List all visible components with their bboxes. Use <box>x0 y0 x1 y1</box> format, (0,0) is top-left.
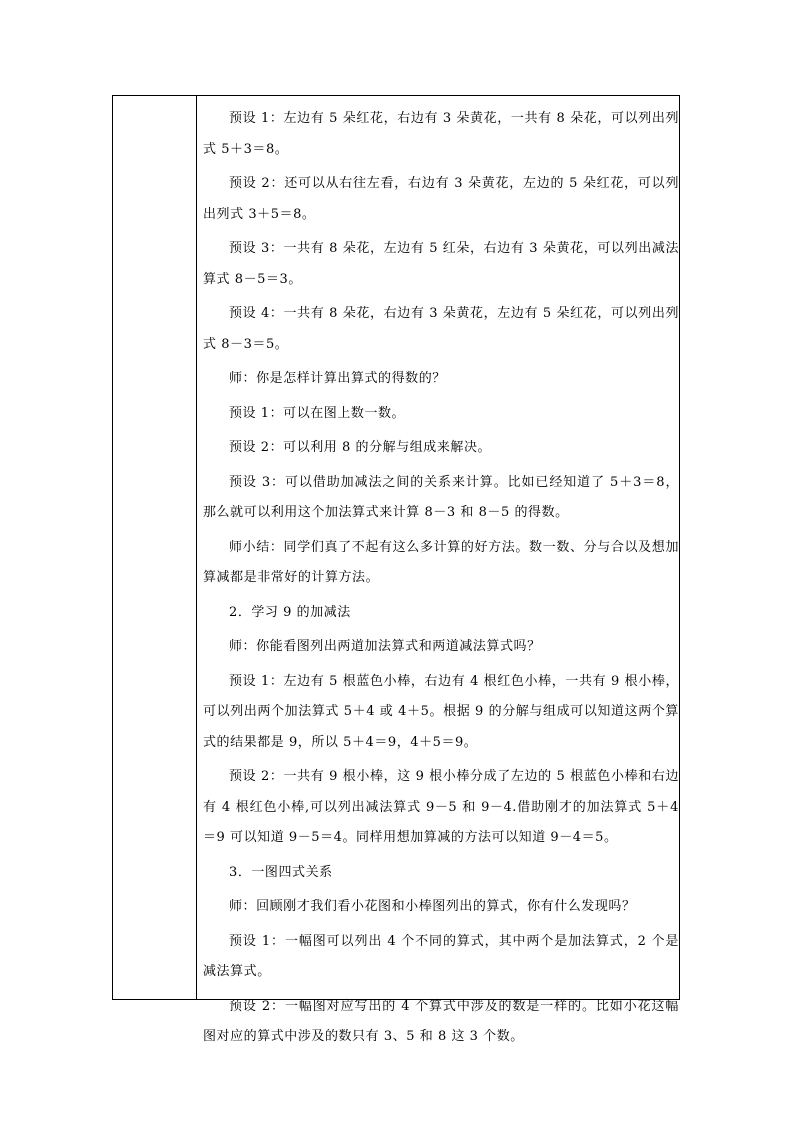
paragraph: 预设 1：可以在图上数一数。 <box>229 405 406 421</box>
paragraph: 预设 3：一共有 8 朵花，左边有 5 红朵，右边有 3 朵黄花，可以列出减法算式 8－5＝3。 <box>203 241 679 287</box>
lesson-table <box>112 95 680 1044</box>
paragraph: 预设 1：左边有 5 朵红花，右边有 3 朵黄花，一共有 8 朵花，可以列出列式 5＋3＝8。 <box>203 111 679 157</box>
column-divider <box>196 96 197 999</box>
paragraph: 师：回顾刚才我们看小花图和小棒图列出的算式，你有什么发现吗？ <box>229 899 636 914</box>
paragraph: 预设 4：一共有 8 朵花，右边有 3 朵黄花，左边有 5 朵红花，可以列出列式 8－3＝5。 <box>203 306 679 352</box>
paragraph: 预设 2：一共有 9 根小棒，这 9 根小棒分成了左边的 5 根蓝色小棒和右边有 4 根红色小棒,可以列出减法算式 9－5 和 9－4.借助刚才的加法算式 5＋4＝9 可以知道 9－5＝4。同样用想加算减的方法可以知道 9－4＝5。 <box>203 769 679 845</box>
paragraph: 师小结：同学们真了不起有这么多计算的好方法。数一数、分与合以及想加算减都是非常好的计算方法。 <box>203 539 679 585</box>
section-heading: 2．学习 9 的加减法 <box>229 604 351 620</box>
paragraph: 预设 1：左边有 5 根蓝色小棒，右边有 4 根红色小棒，一共有 9 根小棒，可以列出两个加法算式 5＋4 或 4＋5。根据 9 的分解与组成可以知道这两个算式的结果都是 9，所以 5＋4＝9，4＋5＝9。 <box>203 673 679 750</box>
paragraph: 师：你能看图列出两道加法算式和两道减法算式吗？ <box>229 639 541 654</box>
paragraph: 师：你是怎样计算出算式的得数的？ <box>229 371 446 386</box>
paragraph: 预设 1：一幅图可以列出 4 个不同的算式，其中两个是加法算式，2 个是减法算式。 <box>203 933 679 979</box>
table-content-cell <box>203 104 679 1057</box>
paragraph: 预设 2：还可以从右往左看，右边有 3 朵黄花，左边的 5 朵红花，可以列出列式 3＋5＝8。 <box>203 176 679 222</box>
section-heading: 3．一图四式关系 <box>229 864 333 880</box>
paragraph: 预设 3：可以借助加减法之间的关系来计算。比如已经知道了 5＋3＝8，那么就可以利用这个加法算式来计算 8－3 和 8－5 的得数。 <box>203 474 679 520</box>
paragraph: 预设 2：一幅图对应写出的 4 个算式中涉及的数是一样的。比如小花这幅图对应的算式中涉及的数只有 3、5 和 8 这 3 个数。 <box>203 998 679 1044</box>
paragraph: 预设 2：可以利用 8 的分解与组成来解决。 <box>229 440 492 455</box>
